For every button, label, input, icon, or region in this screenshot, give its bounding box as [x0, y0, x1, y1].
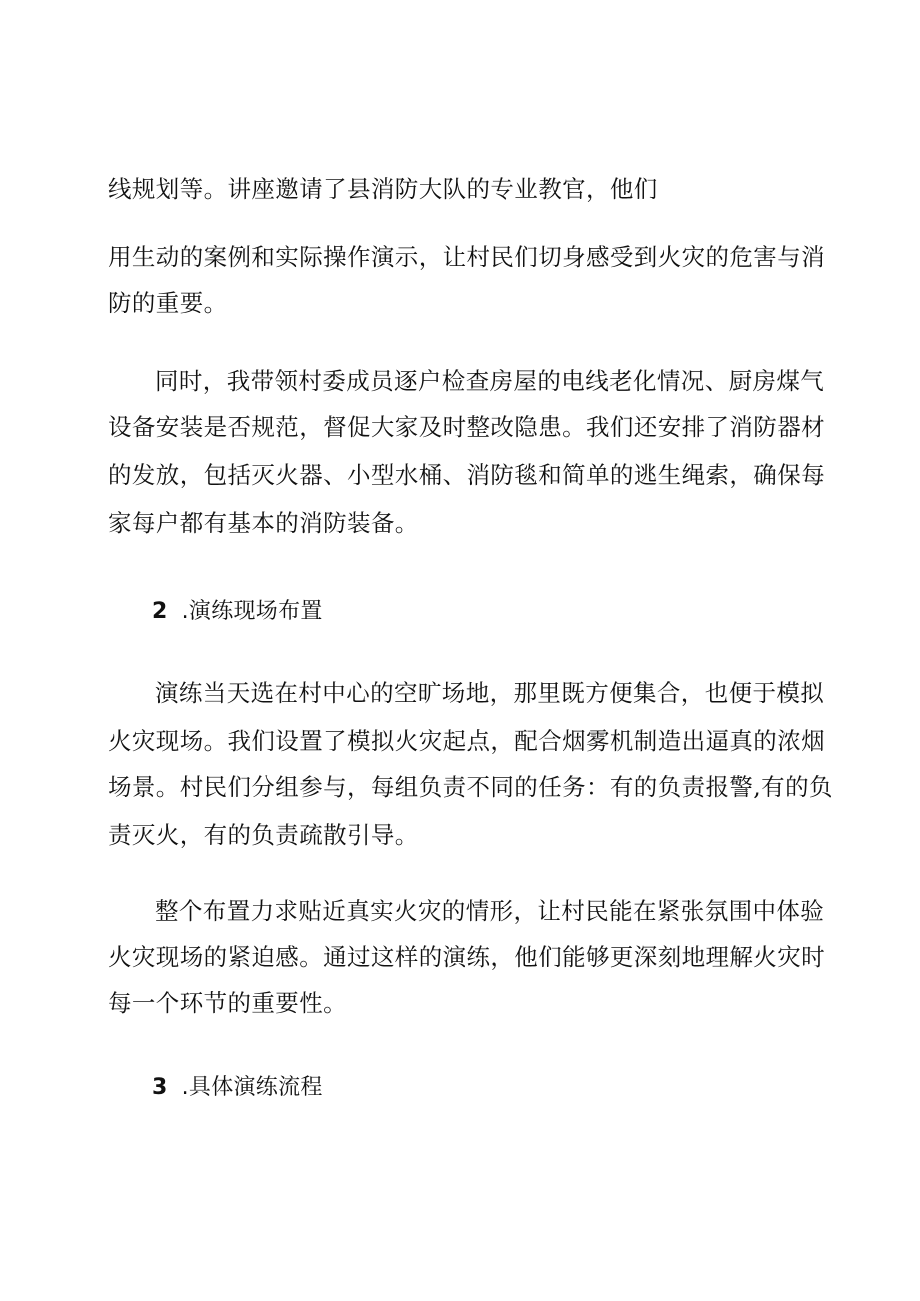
paragraph-line: 用生动的案例和实际操作演示，让村民们切身感受到火灾的危害与消: [108, 243, 825, 271]
paragraph-line: 设备安装是否规范，督促大家及时整改隐患。我们还安排了消防器材: [108, 413, 825, 441]
paragraph-line: 火灾现场的紧迫感。通过这样的演练，他们能够更深刻地理解火灾时: [108, 943, 825, 971]
paragraph-line: 火灾现场。我们设置了模拟火灾起点，配合烟雾机制造出逼真的浓烟: [108, 727, 825, 755]
section-number: 3: [152, 1075, 168, 1100]
paragraph-line: 责灭火，有的负责疏散引导。: [108, 821, 419, 849]
paragraph-line: 每一个环节的重要性。: [108, 989, 347, 1017]
section-title: .演练现场布置: [181, 599, 323, 624]
paragraph-line: 同时，我带领村委成员逐户检查房屋的电线老化情况、厨房煤气: [155, 367, 825, 395]
paragraph-line: 场景。村民们分组参与，每组负责不同的任务：有的负责报警,有的负: [108, 773, 833, 801]
paragraph-line: 的发放，包括灭火器、小型水桶、消防毯和简单的逃生绳索，确保每: [108, 461, 825, 489]
section-number: 2: [152, 599, 168, 624]
paragraph-line: 演练当天选在村中心的空旷场地，那里既方便集合，也便于模拟: [155, 679, 825, 707]
paragraph-line: 整个布置力求贴近真实火灾的情形，让村民能在紧张氛围中体验: [155, 897, 825, 925]
section-heading-3: [152, 1073, 323, 1103]
paragraph-line: 家每户都有基本的消防装备。: [108, 509, 419, 537]
paragraph-line: 线规划等。讲座邀请了县消防大队的专业教官，他们: [108, 175, 658, 203]
paragraph-line: 防的重要。: [108, 289, 228, 317]
section-title: .具体演练流程: [181, 1075, 323, 1100]
section-heading-2: [152, 597, 323, 627]
